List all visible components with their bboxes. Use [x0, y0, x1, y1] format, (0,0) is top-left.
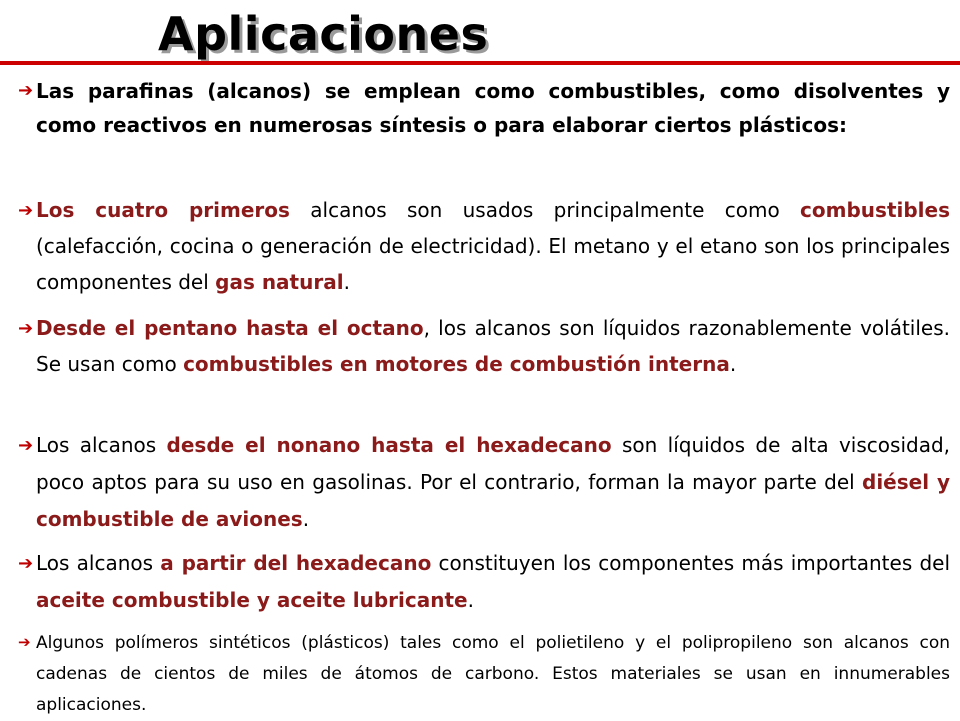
arrow-right-icon: ➔	[18, 200, 34, 221]
highlight-text: gas natural	[215, 270, 344, 294]
text-segment: .	[467, 588, 474, 612]
bullet-text	[36, 628, 950, 721]
bullet-text	[36, 310, 950, 382]
text-segment: Los alcanos	[36, 433, 167, 457]
arrow-right-icon: ➔	[18, 435, 34, 456]
highlight-text: combustibles en motores de combustión interna	[183, 352, 730, 376]
text-segment: .	[302, 507, 310, 531]
text-segment: son líquidos de alta viscosidad, poco aptos para su uso en gasolinas. Por el contrario, forman la mayor parte del	[36, 433, 950, 494]
bullet-text	[36, 545, 950, 619]
text-segment: .	[729, 352, 737, 376]
highlight-text: combustibles	[800, 198, 950, 222]
highlight-text: a partir del hexadecano	[160, 551, 432, 575]
text-segment: Las parafinas (alcanos) se emplean como combustibles, como disolventes y como reactivos en numerosas síntesis o para elaborar ciertos plásticos:	[36, 79, 950, 137]
text-segment: Los alcanos	[36, 551, 161, 575]
arrow-right-icon: ➔	[18, 80, 34, 101]
page-title: Aplicaciones	[158, 7, 489, 61]
text-segment: (calefacción, cocina o generación de electricidad). El metano y el etano son los principales componentes del	[36, 234, 950, 294]
text-segment: alcanos son usados principalmente como	[289, 198, 801, 222]
highlight-text: aceite combustible y aceite lubricante	[36, 588, 468, 612]
arrow-right-icon: ➔	[18, 318, 34, 339]
text-segment: , los alcanos son líquidos razonablemente volátiles. Se usan como	[36, 316, 950, 376]
text-segment: constituyen los componentes más importantes del	[431, 551, 951, 575]
arrow-right-icon: ➔	[18, 633, 31, 651]
highlight-text: diésel y combustible de aviones	[36, 470, 951, 531]
text-segment: Algunos polímeros sintéticos (plásticos) tales como el polietileno y el polipropileno son alcanos con cadenas de cientos de miles de átomos de carbono. Estos materiales se usan en innumerables aplicaciones.	[36, 633, 950, 715]
text-segment: .	[343, 270, 350, 294]
bullet-text	[36, 427, 950, 538]
arrow-right-icon: ➔	[18, 553, 34, 574]
highlight-text: Desde el pentano hasta el octano	[36, 316, 424, 340]
bullet-text	[36, 74, 950, 142]
highlight-text: Los cuatro primeros	[36, 198, 290, 222]
highlight-text: desde el nonano hasta el hexadecano	[166, 433, 612, 457]
bullet-text	[36, 192, 950, 300]
